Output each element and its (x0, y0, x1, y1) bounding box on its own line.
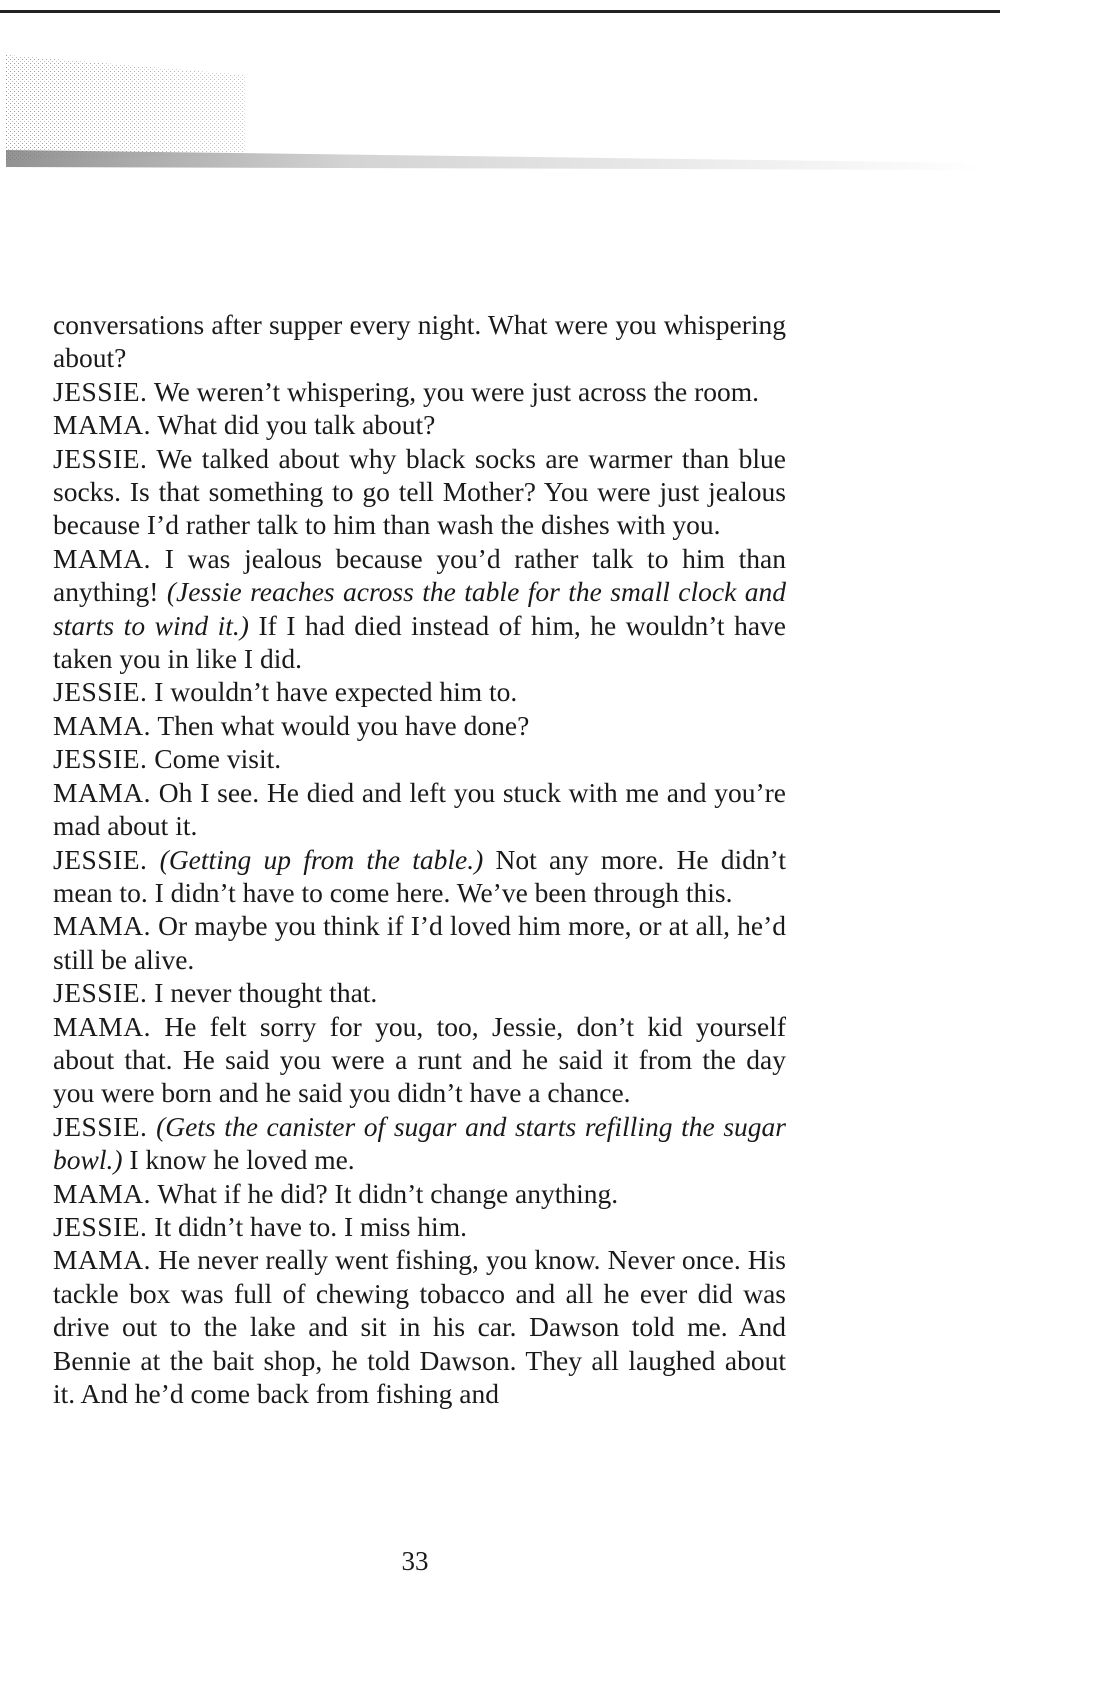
speaker-name: MAMA. (53, 1010, 151, 1042)
dialogue-line (53, 1210, 786, 1243)
speaker-name: JESSIE. (53, 843, 148, 875)
dialogue-text: I know he loved me. (122, 1144, 355, 1176)
stage-direction: (Gets the canister of sugar and starts refilling the sugar bowl.) (53, 1110, 786, 1176)
stage-direction: (Getting up from the table.) (159, 843, 484, 875)
dialogue-text: Not any more. He didn’t mean to. I didn’t have to come here. We’ve been through this. (53, 843, 786, 908)
dialogue-line (53, 843, 786, 910)
dialogue-text: We talked about why black socks are warmer than blue socks. Is that something to go tell Mother? You were just jealous because I’d rather talk to him than wash the dishes with you. (53, 442, 786, 541)
dialogue-text: It didn’t have to. I miss him. (154, 1210, 467, 1242)
dialogue-line (53, 1010, 786, 1110)
dialogue-text: What did you talk about? (157, 409, 436, 441)
speaker-name: MAMA. (53, 1244, 151, 1276)
speaker-name: JESSIE. (53, 442, 148, 474)
dialogue-text: Come visit. (154, 743, 282, 775)
speaker-name: JESSIE. (53, 1210, 148, 1242)
dialogue-line (53, 442, 786, 542)
dialogue-line (53, 776, 786, 843)
dialogue-text: We weren’t whispering, you were just across the room. (153, 375, 759, 407)
speaker-name: MAMA. (53, 709, 151, 741)
dialogue-text: Oh I see. He died and left you stuck with me and you’re mad about it. (53, 776, 787, 842)
dialogue-text: I was jealous because you’d rather talk to him than anything! (53, 542, 787, 608)
speaker-name: JESSIE. (53, 676, 148, 708)
dialogue-line (53, 375, 786, 408)
speaker-name: JESSIE. (53, 977, 148, 1009)
dialogue-text: I wouldn’t have expected him to. (154, 676, 518, 708)
dialogue-text: He never really went fishing, you know. Never once. His tackle box was full of chewing tobacco and all he ever did was drive out to the lake and sit in his car. Dawson told me. And Bennie at the bait shop, he told Dawson. They all laughed about it. And he’d come back from fishing and (53, 1244, 786, 1409)
speaker-name: MAMA. (53, 910, 151, 942)
dialogue-line (53, 709, 786, 742)
dialogue-line (53, 909, 786, 976)
dialogue-text: Or maybe you think if I’d loved him more, or at all, he’d still be alive. (53, 910, 786, 975)
page-number: 33 (401, 1546, 429, 1576)
speaker-name: MAMA. (53, 1177, 151, 1209)
speaker-name: MAMA. (53, 409, 151, 441)
dialogue-line (53, 1243, 786, 1410)
dialogue-line (53, 408, 786, 441)
dialogue-line (53, 976, 786, 1009)
dialogue-text: conversations after supper every night. What were you whispering about? (53, 309, 786, 374)
stage-direction: (Jessie reaches across the table for the small clock and starts to wind it.) (53, 576, 786, 641)
scan-noise-band (6, 55, 986, 185)
speaker-name: MAMA. (53, 776, 151, 808)
dialogue-line (53, 1177, 786, 1210)
dialogue-line (53, 308, 786, 375)
speaker-name: JESSIE. (53, 375, 148, 407)
speaker-name: JESSIE. (53, 743, 148, 775)
dialogue-line (53, 675, 786, 708)
speaker-name: JESSIE. (53, 1110, 148, 1142)
dialogue-text: What if he did? It didn’t change anything. (157, 1177, 619, 1209)
dialogue-text: I never thought that. (154, 977, 378, 1009)
dialogue-line (53, 742, 786, 775)
script-text (53, 308, 786, 1410)
speaker-name: MAMA. (53, 542, 151, 574)
dialogue-text: Then what would you have done? (157, 709, 530, 741)
dialogue-text: He felt sorry for you, too, Jessie, don’t kid yourself about that. He said you were a runt and he said it from the day you were born and he said you didn’t have a chance. (53, 1010, 786, 1109)
dialogue-line (53, 1110, 786, 1177)
dialogue-line (53, 542, 786, 676)
dialogue-text: If I had died instead of him, he wouldn’t have taken you in like I did. (53, 609, 787, 675)
top-rule (0, 10, 1000, 13)
